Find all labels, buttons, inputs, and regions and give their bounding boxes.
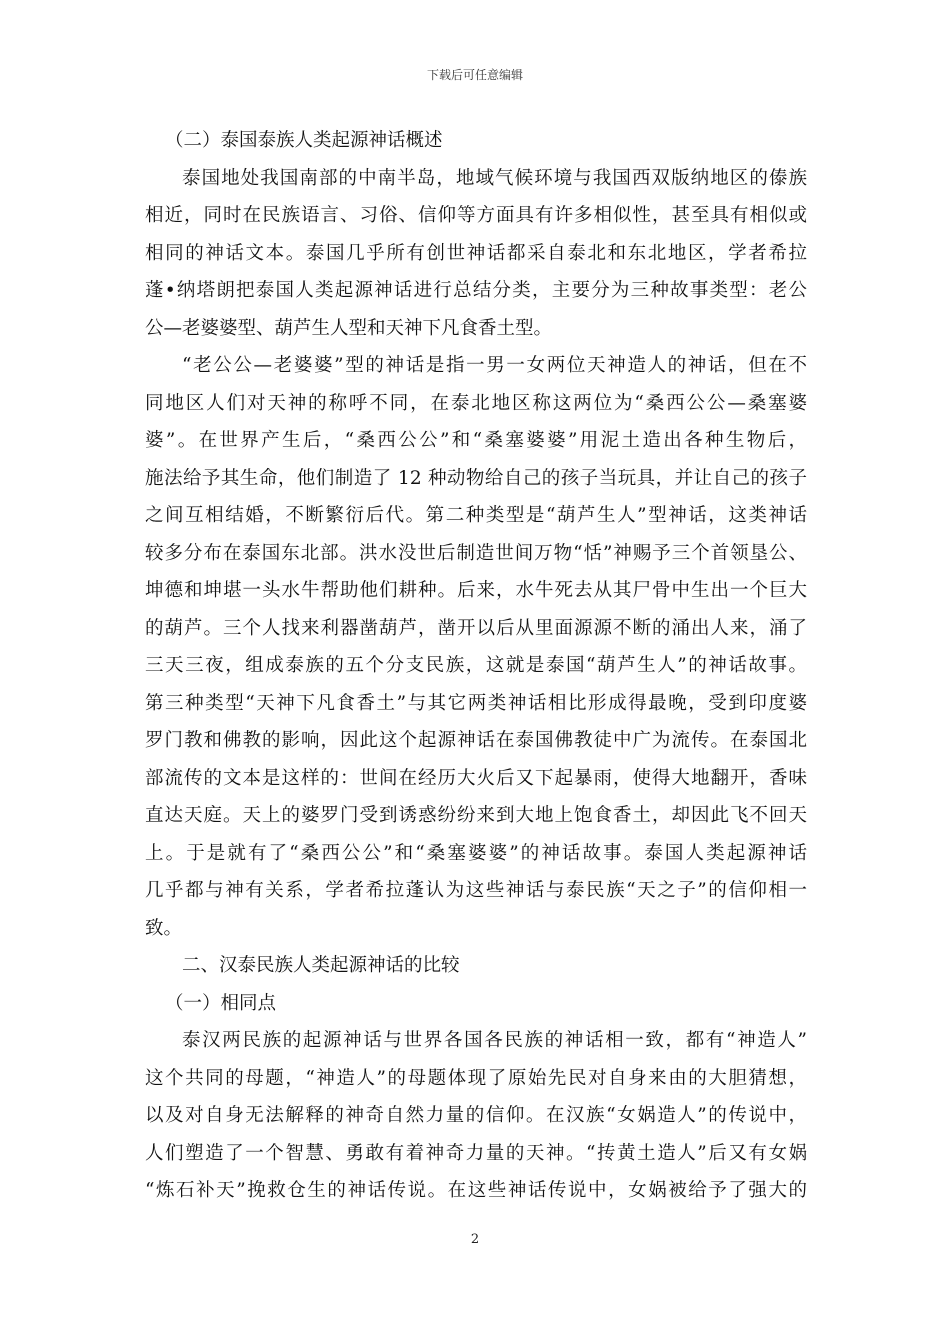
paragraph-line: 致。 xyxy=(145,917,183,939)
paragraph-line: 蓬•纳塔朗把泰国人类起源神话进行总结分类，主要分为三种故事类型：老公 xyxy=(145,280,807,301)
paragraph-line: 上。于是就有了“桑西公公”和“桑塞婆婆”的神话故事。泰国人类起源神话 xyxy=(145,842,807,864)
subsection-heading: （一）相同点 xyxy=(165,992,277,1014)
paragraph-line: 公—老婆婆型、葫芦生人型和天神下凡食香土型。 xyxy=(145,317,553,339)
paragraph-line: 泰汉两民族的起源神话与世界各国各民族的神话相一致，都有“神造人” xyxy=(182,1030,807,1051)
paragraph-line: 同地区人们对天神的称呼不同，在泰北地区称这两位为“桑西公公—桑塞婆 xyxy=(145,392,807,414)
paragraph-line: 第三种类型“天神下凡食香土”与其它两类神话相比形成得最晚，受到印度婆 xyxy=(145,692,807,714)
page-number: 2 xyxy=(470,1232,480,1247)
paragraph-line: 的葫芦。三个人找来利器凿葫芦，凿开以后从里面源源不断的涌出人来，涌了 xyxy=(145,617,807,639)
paragraph-line: 相近，同时在民族语言、习俗、信仰等方面具有许多相似性，甚至具有相似或 xyxy=(145,205,807,226)
paragraph-line: 以及对自身无法解释的神奇自然力量的信仰。在汉族“女娲造人”的传说中， xyxy=(145,1105,807,1126)
paragraph-line: “炼石补天”挽救仓生的神话传说。在这些神话传说中，女娲被给予了强大的 xyxy=(145,1180,807,1201)
paragraph-line: 这个共同的母题，“神造人”的母题体现了原始先民对自身来由的大胆猜想， xyxy=(145,1067,807,1089)
paragraph-line: 部流传的文本是这样的：世间在经历大火后又下起暴雨，使得大地翻开，香味 xyxy=(145,767,807,789)
paragraph-line: 相同的神话文本。泰国几乎所有创世神话都采自泰北和东北地区，学者希拉 xyxy=(145,242,807,264)
header-note: 下载后可任意编辑 xyxy=(426,68,523,82)
paragraph-line: 直达天庭。天上的婆罗门受到诱惑纷纷来到大地上饱食香土，却因此飞不回天 xyxy=(145,805,807,826)
paragraph-line: 坤德和坤堪一头水牛帮助他们耕种。后来，水牛死去从其尸骨中生出一个巨大 xyxy=(145,580,807,601)
paragraph-line: 较多分布在泰国东北部。洪水没世后制造世间万物“恬”神赐予三个首领垦公、 xyxy=(145,542,807,564)
paragraph-line: 几乎都与神有关系，学者希拉蓬认为这些神话与泰民族“天之子”的信仰相一 xyxy=(145,880,807,901)
paragraph-line: 人们塑造了一个智慧、勇敢有着神奇力量的天神。“抟黄土造人”后又有女娲 xyxy=(145,1142,807,1164)
paragraph-line: 罗门教和佛教的影响，因此这个起源神话在泰国佛教徒中广为流传。在泰国北 xyxy=(145,730,807,751)
paragraph-line: “老公公—老婆婆”型的神话是指一男一女两位天神造人的神话，但在不 xyxy=(182,355,807,376)
paragraph-line: 之间互相结婚，不断繁衍后代。第二种类型是“葫芦生人”型神话，这类神话 xyxy=(145,505,807,526)
section-heading: （二）泰国泰族人类起源神话概述 xyxy=(165,130,443,151)
document-body xyxy=(145,122,807,1210)
paragraph-line: 泰国地处我国南部的中南半岛，地域气候环境与我国西双版纳地区的傣族 xyxy=(182,167,807,189)
paragraph-line: 三天三夜，组成泰族的五个分支民族，这就是泰国“葫芦生人”的神话故事。 xyxy=(145,655,807,676)
paragraph-line: 婆”。在世界产生后，“桑西公公”和“桑塞婆婆”用泥土造出各种生物后， xyxy=(145,430,807,451)
paragraph-line: 施法给予其生命，他们制造了 12 种动物给自己的孩子当玩具，并让自己的孩子 xyxy=(145,467,807,489)
section-heading: 二、汉泰民族人类起源神话的比较 xyxy=(182,955,460,976)
